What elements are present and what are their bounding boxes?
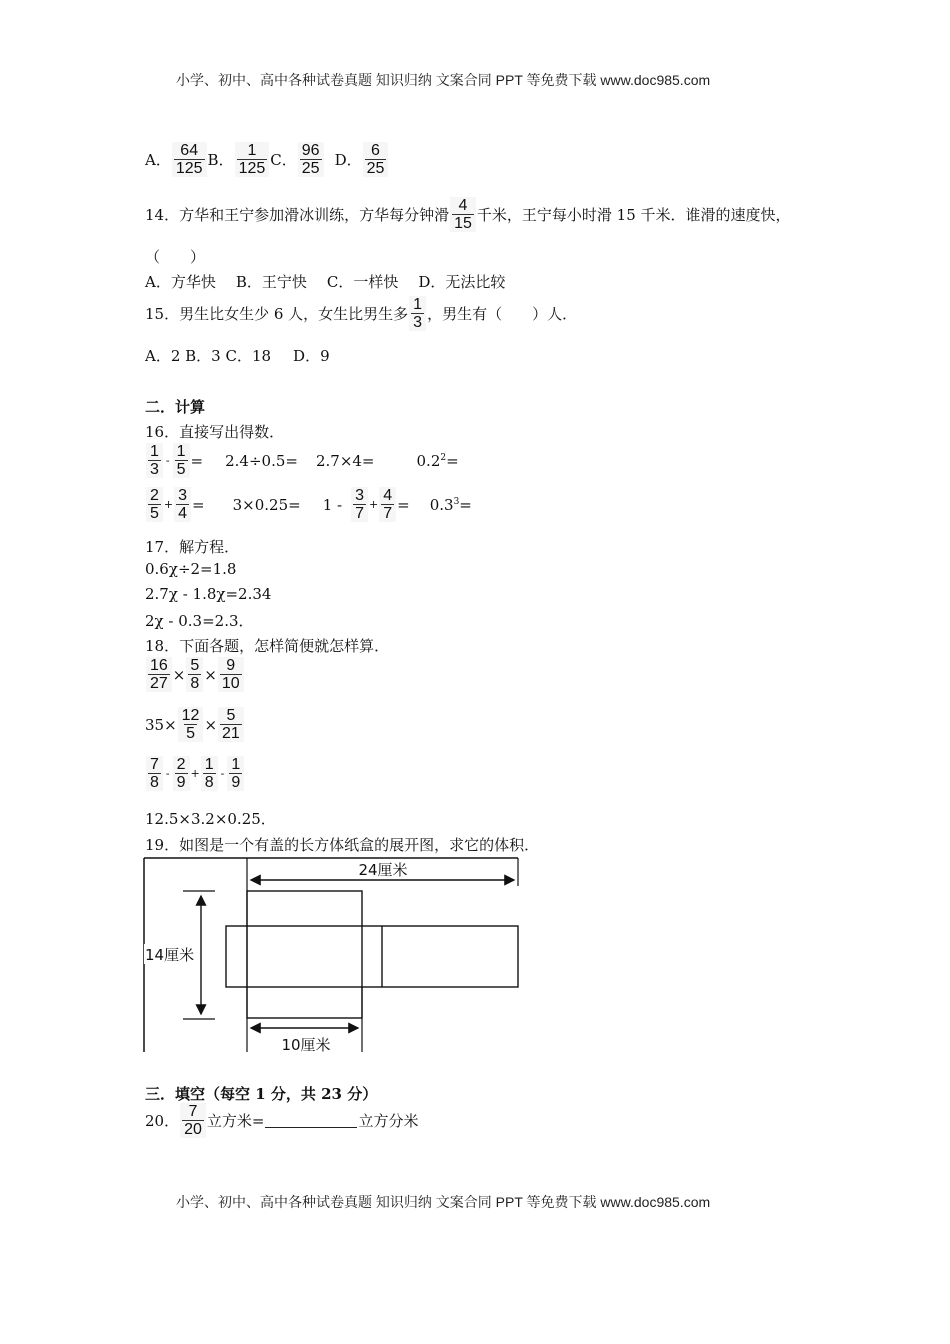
q14-option-c: C．一样快	[326, 273, 399, 291]
section-3-title: 三．填空（每空 1 分，共 23 分）	[145, 1085, 378, 1103]
q13-option-c-fraction: $\frac{96}{25}$	[298, 142, 324, 177]
q20-question	[145, 1103, 418, 1138]
q14-option-b: B．王宁快	[235, 273, 307, 291]
q13-option-b-label: B．	[207, 151, 234, 169]
q18-expression-4: 12.5×3.2×0.25．	[145, 810, 276, 828]
q13-option-b-fraction: $\frac{1}{125}$	[235, 142, 270, 177]
q19-box-net-figure	[143, 856, 523, 1056]
q16-r1-expr-4: $0.2^2=$	[416, 451, 459, 470]
q14-question	[145, 197, 791, 232]
section-2-title: 二．计算	[145, 398, 206, 416]
q16-title: 16．直接写出得数．	[145, 423, 285, 441]
q18-expression-3: $\frac{7}{8}$ - $\frac{2}{9}$ + $\frac{1}{8}$ - $\frac{1}{9}$	[145, 756, 245, 791]
label-14cm: 14厘米	[145, 946, 195, 964]
q16-row-1: $\frac{1}{3}$ - $\frac{1}{5}$ = 2.4÷0.5= 2.7×4= $0.2^2=$	[145, 443, 459, 478]
q14-text-after: 千米，王宁每小时滑 15 千米．谁滑的速度快，	[476, 206, 791, 224]
q16-r1-frac-1: $\frac{1}{3}$	[146, 443, 163, 478]
q18-expression-1: $\frac{16}{27}$ × $\frac{5}{8}$ × $\frac{9}{10}$	[145, 657, 245, 692]
q15-fraction: $\frac{1}{3}$	[409, 296, 426, 331]
q18-e3-frac-4: $\frac{1}{9}$	[227, 756, 244, 791]
q15-options	[145, 345, 330, 366]
q16-r1-frac-2: $\frac{1}{5}$	[173, 443, 190, 478]
q18-e3-frac-3: $\frac{1}{8}$	[201, 756, 218, 791]
q18-e1-frac-2: $\frac{5}{8}$	[186, 657, 203, 692]
q17-title: 17．解方程．	[145, 538, 240, 556]
q17-equation-3: 2χ - 0.3=2.3．	[145, 612, 254, 630]
q14-text-before: 14．方华和王宁参加滑冰训练，方华每分钟滑	[145, 206, 450, 224]
q13-options	[145, 142, 389, 177]
q14-option-a: A．方华快	[145, 273, 216, 291]
q13-option-a-label: A．	[145, 151, 171, 169]
q14-fraction: $\frac{4}{15}$	[450, 197, 476, 232]
q20-fraction: $\frac{7}{20}$	[180, 1103, 206, 1138]
label-24cm: 24厘米	[358, 861, 408, 879]
q17-equation-2: 2.7χ - 1.8χ=2.34	[145, 585, 272, 603]
q15-text-after: ，男生有（ ）人．	[427, 305, 578, 323]
q14-options	[145, 271, 505, 292]
q16-r1-expr-3: 2.7×4=	[315, 451, 375, 470]
q18-e3-frac-1: $\frac{7}{8}$	[146, 756, 163, 791]
q17-equation-1: 0.6χ÷2=1.8	[145, 560, 237, 578]
q16-r2-frac-2: $\frac{3}{4}$	[174, 487, 191, 522]
q18-e1-frac-3: $\frac{9}{10}$	[218, 657, 244, 692]
q13-option-d-fraction: $\frac{6}{25}$	[363, 142, 389, 177]
q15-question	[145, 296, 577, 331]
q20-label: 20．	[145, 1112, 180, 1130]
q18-e2-frac-1: $\frac{12}{5}$	[178, 707, 204, 742]
q16-r2-expr-3-prefix: 1 -	[322, 495, 343, 514]
q18-expression-2: 35× $\frac{12}{5}$ × $\frac{5}{21}$	[145, 707, 245, 742]
q13-option-d-label: D．	[334, 151, 362, 169]
q18-e3-frac-2: $\frac{2}{9}$	[173, 756, 190, 791]
label-10cm: 10厘米	[281, 1036, 331, 1054]
q18-title: 18．下面各题，怎样简便就怎样算．	[145, 637, 390, 655]
q16-row-2: $\frac{2}{5}$ + $\frac{3}{4}$ = 3×0.25= 1 - $\frac{3}{7}$ + $\frac{4}{7}$ = $0.3^3=$	[145, 487, 472, 522]
page-header: 小学、初中、高中各种试卷真题 知识归纳 文案合同 PPT 等免费下载 www.doc985.com	[176, 72, 711, 88]
page-footer: 小学、初中、高中各种试卷真题 知识归纳 文案合同 PPT 等免费下载 www.doc985.com	[176, 1194, 711, 1210]
q18-e2-frac-2: $\frac{5}{21}$	[218, 707, 244, 742]
q16-r2-frac-3: $\frac{3}{7}$	[351, 487, 368, 522]
q15-text-before: 15．男生比女生少 6 人，女生比男生多	[145, 305, 409, 323]
q13-option-c-label: C．	[270, 151, 297, 169]
q13-option-a-fraction: $\frac{64}{125}$	[172, 142, 207, 177]
q20-text-mid: 立方米=	[206, 1112, 265, 1130]
q16-r2-frac-1: $\frac{2}{5}$	[146, 487, 163, 522]
q15-option-d: D．9	[293, 347, 330, 365]
q16-r2-frac-4: $\frac{4}{7}$	[379, 487, 396, 522]
q15-options-abc: A．2 B．3 C．18	[145, 347, 272, 365]
q14-answer-blank: （ ）	[145, 248, 206, 266]
q19-title: 19．如图是一个有盖的长方体纸盒的展开图，求它的体积．	[145, 836, 540, 854]
q16-r1-expr-2: 2.4÷0.5=	[225, 451, 298, 470]
q20-text-after: 立方分米	[358, 1112, 419, 1130]
q20-answer-blank[interactable]	[265, 1113, 357, 1128]
q16-r2-expr-4: $0.3^3=$	[429, 495, 472, 514]
q14-option-d: D．无法比较	[418, 273, 506, 291]
q16-r2-expr-2: 3×0.25=	[232, 495, 301, 514]
q18-e1-frac-1: $\frac{16}{27}$	[146, 657, 172, 692]
